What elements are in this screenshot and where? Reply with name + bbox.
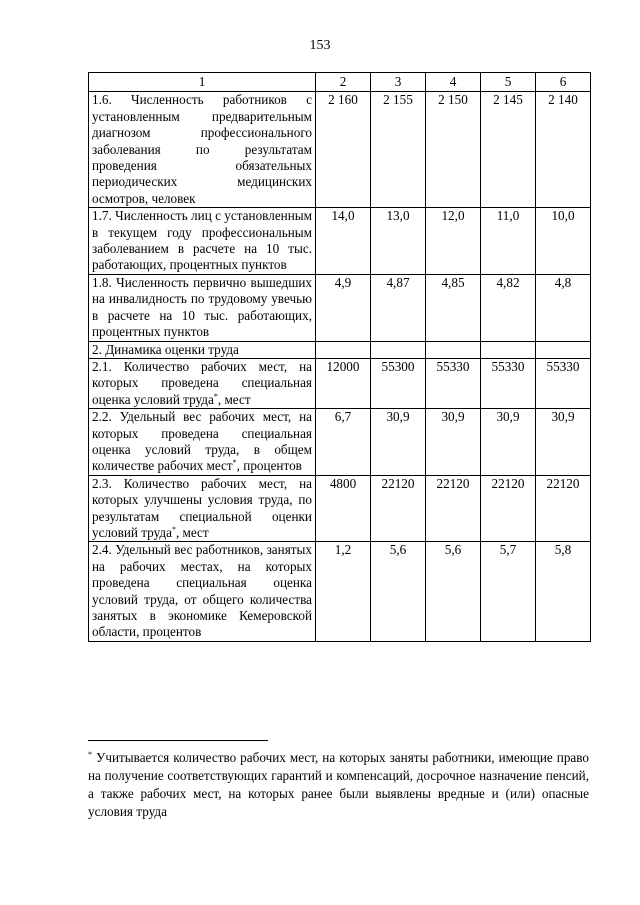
indicator-text: 1.7. Численность лиц с установленным в текущем году профессиональным заболеванием в расчете на 10 тыс. работающих, процентных пунктов bbox=[92, 208, 312, 273]
indicator-text: 2. Динамика оценки труда bbox=[92, 341, 239, 357]
page-number: 153 bbox=[309, 38, 331, 53]
value-cell bbox=[316, 341, 371, 358]
indicator-name bbox=[89, 409, 316, 476]
indicator-text: 2.3. Количество рабочих мест, на которых улучшены условия труда, по результатам специальной оценки условий труда bbox=[92, 475, 312, 540]
value-cell: 55330 bbox=[426, 358, 481, 408]
value-cell: 4,85 bbox=[426, 274, 481, 341]
value-cell: 2 150 bbox=[426, 92, 481, 208]
value-cell: 55330 bbox=[481, 358, 536, 408]
footnote-text: Учитывается количество рабочих мест, на которых заняты работники, имеющие право на получение соответствующих гарантий и компенсаций, досрочное назначение пенсий, а также рабочих мест, на которых ранее были выявлены вредные и (или) опасные условия труда bbox=[88, 750, 589, 819]
footnote-ref: * bbox=[232, 458, 237, 468]
value-cell: 22120 bbox=[481, 475, 536, 542]
indicator-unit: , мест bbox=[217, 391, 251, 407]
value-cell: 2 145 bbox=[481, 92, 536, 208]
table-header-row bbox=[89, 73, 591, 92]
indicator-text: 1.8. Численность первично вышедших на инвалидность по трудовому увечью в расчете на 10 тыс. работающих, процентных пунктов bbox=[92, 274, 312, 340]
value-cell: 5,6 bbox=[426, 542, 481, 641]
table-row bbox=[89, 92, 591, 208]
column-header: 3 bbox=[371, 73, 426, 92]
indicator-name bbox=[89, 341, 316, 358]
value-cell: 4,87 bbox=[371, 274, 426, 341]
column-header: 4 bbox=[426, 73, 481, 92]
indicator-unit: , процентов bbox=[236, 458, 302, 474]
value-cell bbox=[426, 341, 481, 358]
indicator-unit: , мест bbox=[175, 524, 209, 540]
value-cell: 12000 bbox=[316, 358, 371, 408]
value-cell: 6,7 bbox=[316, 409, 371, 476]
table-row bbox=[89, 475, 591, 542]
column-header: 2 bbox=[316, 73, 371, 92]
indicator-name bbox=[89, 208, 316, 275]
table-row bbox=[89, 274, 591, 341]
value-cell: 2 160 bbox=[316, 92, 371, 208]
indicator-text: 1.6. Численность работников с установленным предварительным диагнозом профессионального заболевания по результатам проведения обязательных периодических медицинских осмотров, человек bbox=[92, 92, 312, 206]
table-row bbox=[89, 409, 591, 476]
value-cell: 55300 bbox=[371, 358, 426, 408]
value-cell: 13,0 bbox=[371, 208, 426, 275]
value-cell: 1,2 bbox=[316, 542, 371, 641]
value-cell: 55330 bbox=[536, 358, 591, 408]
value-cell: 4,9 bbox=[316, 274, 371, 341]
column-header: 1 bbox=[89, 73, 316, 92]
value-cell: 30,9 bbox=[371, 409, 426, 476]
indicator-text: 2.4. Удельный вес работников, занятых на рабочих местах, на которых проведена специальная оценка условий труда, от общего количества занятых в экономике Кемеровской области, процентов bbox=[92, 542, 312, 640]
value-cell: 2 155 bbox=[371, 92, 426, 208]
footnote-ref: * bbox=[213, 391, 218, 401]
indicator-name bbox=[89, 92, 316, 208]
value-cell bbox=[371, 341, 426, 358]
value-cell: 4,8 bbox=[536, 274, 591, 341]
indicator-text: 2.2. Удельный вес рабочих мест, на которых проведена специальная оценка условий труда, в общем количестве рабочих мест bbox=[92, 409, 312, 474]
footnote-ref: * bbox=[171, 524, 176, 534]
value-cell: 30,9 bbox=[481, 409, 536, 476]
indicator-name bbox=[89, 542, 316, 641]
table-row bbox=[89, 358, 591, 408]
value-cell: 10,0 bbox=[536, 208, 591, 275]
indicators-table bbox=[88, 72, 591, 642]
footnote-marker: * bbox=[88, 750, 92, 759]
value-cell: 4,82 bbox=[481, 274, 536, 341]
value-cell: 30,9 bbox=[536, 409, 591, 476]
value-cell: 5,7 bbox=[481, 542, 536, 641]
value-cell: 12,0 bbox=[426, 208, 481, 275]
value-cell: 5,6 bbox=[371, 542, 426, 641]
value-cell: 22120 bbox=[536, 475, 591, 542]
table-row bbox=[89, 542, 591, 641]
indicator-name bbox=[89, 358, 316, 408]
section-row bbox=[89, 341, 591, 358]
column-header: 5 bbox=[481, 73, 536, 92]
footnote-divider bbox=[88, 740, 268, 741]
value-cell: 11,0 bbox=[481, 208, 536, 275]
value-cell: 30,9 bbox=[426, 409, 481, 476]
indicator-name bbox=[89, 475, 316, 542]
indicator-name bbox=[89, 274, 316, 341]
footnote bbox=[88, 749, 589, 821]
value-cell: 4800 bbox=[316, 475, 371, 542]
value-cell: 22120 bbox=[371, 475, 426, 542]
value-cell: 5,8 bbox=[536, 542, 591, 641]
value-cell bbox=[536, 341, 591, 358]
value-cell: 22120 bbox=[426, 475, 481, 542]
table-row bbox=[89, 208, 591, 275]
indicator-text: 2.1. Количество рабочих мест, на которых проведена специальная оценка условий труда bbox=[92, 358, 312, 407]
value-cell: 2 140 bbox=[536, 92, 591, 208]
column-header: 6 bbox=[536, 73, 591, 92]
value-cell: 14,0 bbox=[316, 208, 371, 275]
value-cell bbox=[481, 341, 536, 358]
